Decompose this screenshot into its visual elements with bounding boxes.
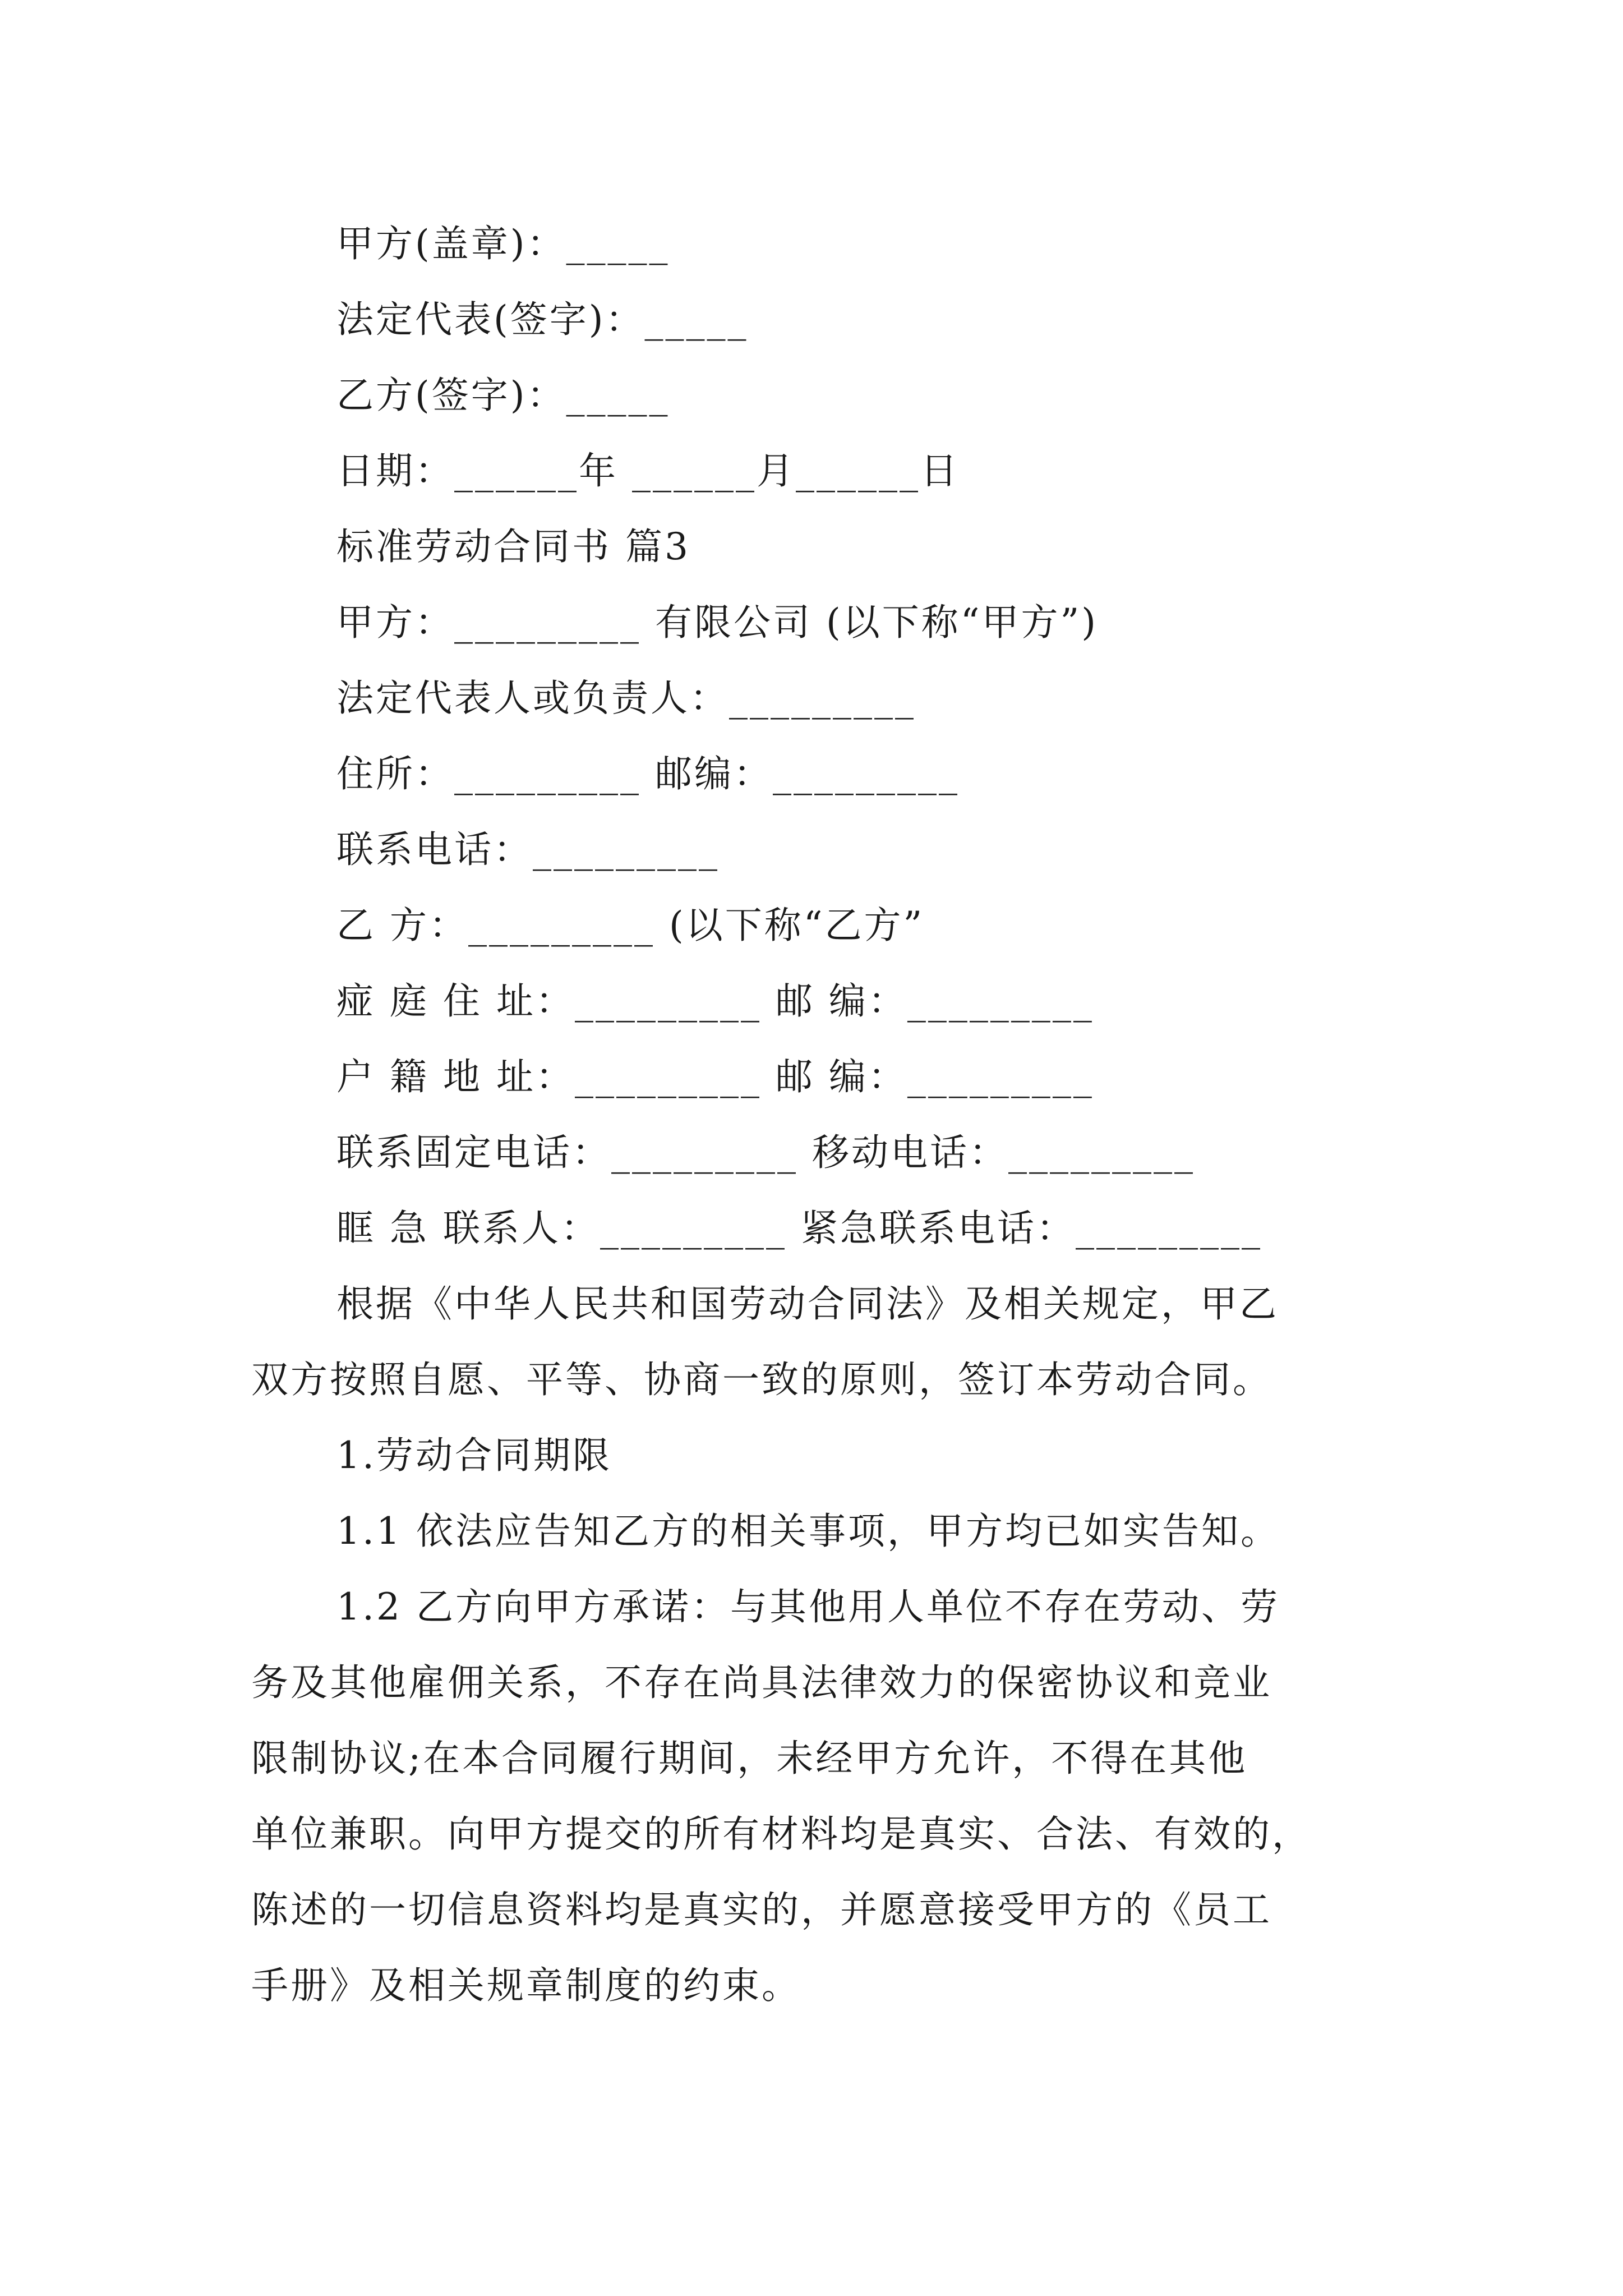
- party-a-seal-line: 甲方(盖章)：_____: [336, 222, 670, 265]
- clause-1-2-line-1: 1.2 乙方向甲方承诺：与其他用人单位不存在劳动、劳: [336, 1585, 1280, 1628]
- emergency-contact-line: 眶 急 联系人：_________ 紧急联系电话：_________: [336, 1207, 1262, 1250]
- clause-1-2-line-4: 单位兼职。向甲方提交的所有材料均是真实、合法、有效的，: [251, 1812, 1311, 1856]
- intro-paragraph-line-1: 根据《中华人民共和国劳动合同法》及相关规定，甲乙: [336, 1282, 1279, 1326]
- clause-1-2-line-3: 限制协议;在本合同履行期间，未经甲方允许，不得在其他: [251, 1737, 1248, 1780]
- heading-contract-term: 1.劳动合同期限: [336, 1434, 612, 1477]
- party-a-company-line: 甲方：_________ 有限公司 (以下称“甲方”): [336, 601, 1098, 644]
- clause-1-2-line-5: 陈述的一切信息资料均是真实的，并愿意接受甲方的《员工: [251, 1888, 1272, 1931]
- contact-phone-line: 联系电话：_________: [336, 828, 720, 871]
- section-title: 标准劳动合同书 篇3: [336, 525, 690, 568]
- clause-1-1: 1.1 依法应告知乙方的相关事项，甲方均已如实告知。: [336, 1510, 1280, 1553]
- phones-line: 联系固定电话：_________ 移动电话：_________: [336, 1131, 1195, 1174]
- party-b-line: 乙 方：_________ (以下称“乙方”: [336, 904, 925, 947]
- clause-1-2-line-2: 务及其他雇佣关系，不存在尚具法律效力的保密协议和竞业: [251, 1661, 1272, 1704]
- intro-paragraph-line-2: 双方按照自愿、平等、协商一致的原则，签订本劳动合同。: [251, 1358, 1272, 1401]
- address-postcode-line: 住所：_________ 邮编：_________: [336, 752, 960, 795]
- home-address-line: 痖 庭 住 址：_________ 邮 编：_________: [336, 979, 1094, 1023]
- date-line: 日期：______年 ______月______日: [336, 449, 960, 493]
- clause-1-2-line-6: 手册》及相关规章制度的约束。: [251, 1964, 801, 2007]
- legal-rep-line: 法定代表人或负责人：_________: [336, 677, 916, 720]
- household-address-line: 户 籍 地 址：_________ 邮 编：_________: [336, 1055, 1094, 1098]
- party-b-sign-line: 乙方(签字)：_____: [336, 374, 670, 417]
- legal-rep-sign-line: 法定代表(签字)：_____: [336, 298, 749, 341]
